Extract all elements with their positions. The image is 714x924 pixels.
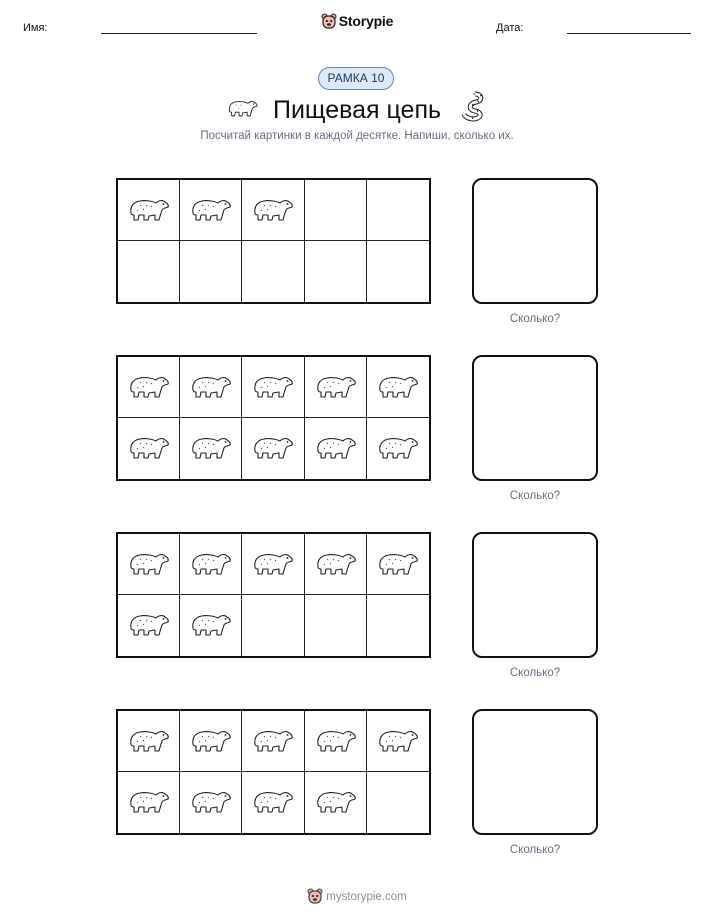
worm-icon bbox=[460, 90, 488, 127]
frame-cell bbox=[305, 241, 367, 302]
answer-box[interactable] bbox=[472, 709, 598, 835]
frame-cell bbox=[242, 595, 304, 656]
date-field[interactable] bbox=[567, 33, 691, 34]
footer-url: mystorypie.com bbox=[326, 891, 407, 903]
frame-cell bbox=[118, 534, 180, 595]
frame-cell bbox=[242, 418, 304, 479]
frame-cell bbox=[118, 711, 180, 772]
frame-cell bbox=[118, 357, 180, 418]
frame-badge: РАМКА 10 bbox=[318, 67, 394, 90]
frame-cell bbox=[180, 595, 242, 656]
frame-cell bbox=[305, 772, 367, 833]
name-label: Имя: bbox=[23, 22, 48, 34]
answer-box[interactable] bbox=[472, 355, 598, 481]
frame-cell bbox=[180, 241, 242, 302]
frame-cell bbox=[118, 595, 180, 656]
frame-cell bbox=[242, 711, 304, 772]
frame-cell bbox=[242, 772, 304, 833]
frame-cell bbox=[118, 180, 180, 241]
frame-cell bbox=[367, 772, 429, 833]
storypie-logo-icon bbox=[321, 13, 337, 33]
answer-label: Сколько? bbox=[509, 490, 561, 502]
frame-cell bbox=[180, 180, 242, 241]
frame-cell bbox=[242, 534, 304, 595]
frame-cell bbox=[242, 357, 304, 418]
frame-cell bbox=[367, 180, 429, 241]
frame-cell bbox=[305, 534, 367, 595]
frame-cell bbox=[180, 418, 242, 479]
frame-cell bbox=[118, 418, 180, 479]
storypie-logo-icon bbox=[307, 888, 323, 908]
frame-cell bbox=[305, 357, 367, 418]
frame-cell bbox=[367, 711, 429, 772]
frame-cell bbox=[118, 772, 180, 833]
frame-cell bbox=[305, 180, 367, 241]
frame-cell bbox=[180, 534, 242, 595]
answer-box[interactable] bbox=[472, 178, 598, 304]
frame-cell bbox=[305, 595, 367, 656]
frame-cell bbox=[180, 772, 242, 833]
answer-label: Сколько? bbox=[509, 313, 561, 325]
frame-cell bbox=[367, 534, 429, 595]
frame-cell bbox=[367, 418, 429, 479]
ten-frame bbox=[116, 709, 431, 835]
frame-cell bbox=[367, 241, 429, 302]
frame-cell bbox=[118, 241, 180, 302]
ten-frame bbox=[116, 532, 431, 658]
frame-cell bbox=[367, 357, 429, 418]
worksheet-title: Пищевая цепь bbox=[272, 96, 442, 124]
instructions: Посчитай картинки в каждой десятке. Напиши, сколько их. bbox=[200, 130, 514, 142]
frame-cell bbox=[367, 595, 429, 656]
frame-cell bbox=[242, 180, 304, 241]
answer-box[interactable] bbox=[472, 532, 598, 658]
answer-label: Сколько? bbox=[509, 844, 561, 856]
brand bbox=[0, 13, 714, 33]
frame-cell bbox=[180, 711, 242, 772]
ten-frame bbox=[116, 178, 431, 304]
answer-label: Сколько? bbox=[509, 667, 561, 679]
frame-cell bbox=[242, 241, 304, 302]
frame-cell bbox=[180, 357, 242, 418]
footer bbox=[0, 888, 714, 908]
date-label: Дата: bbox=[496, 22, 524, 34]
brand-name: Storypie bbox=[338, 13, 394, 29]
ten-frame bbox=[116, 355, 431, 481]
frame-cell bbox=[305, 711, 367, 772]
name-field[interactable] bbox=[101, 33, 257, 34]
frame-cell bbox=[305, 418, 367, 479]
